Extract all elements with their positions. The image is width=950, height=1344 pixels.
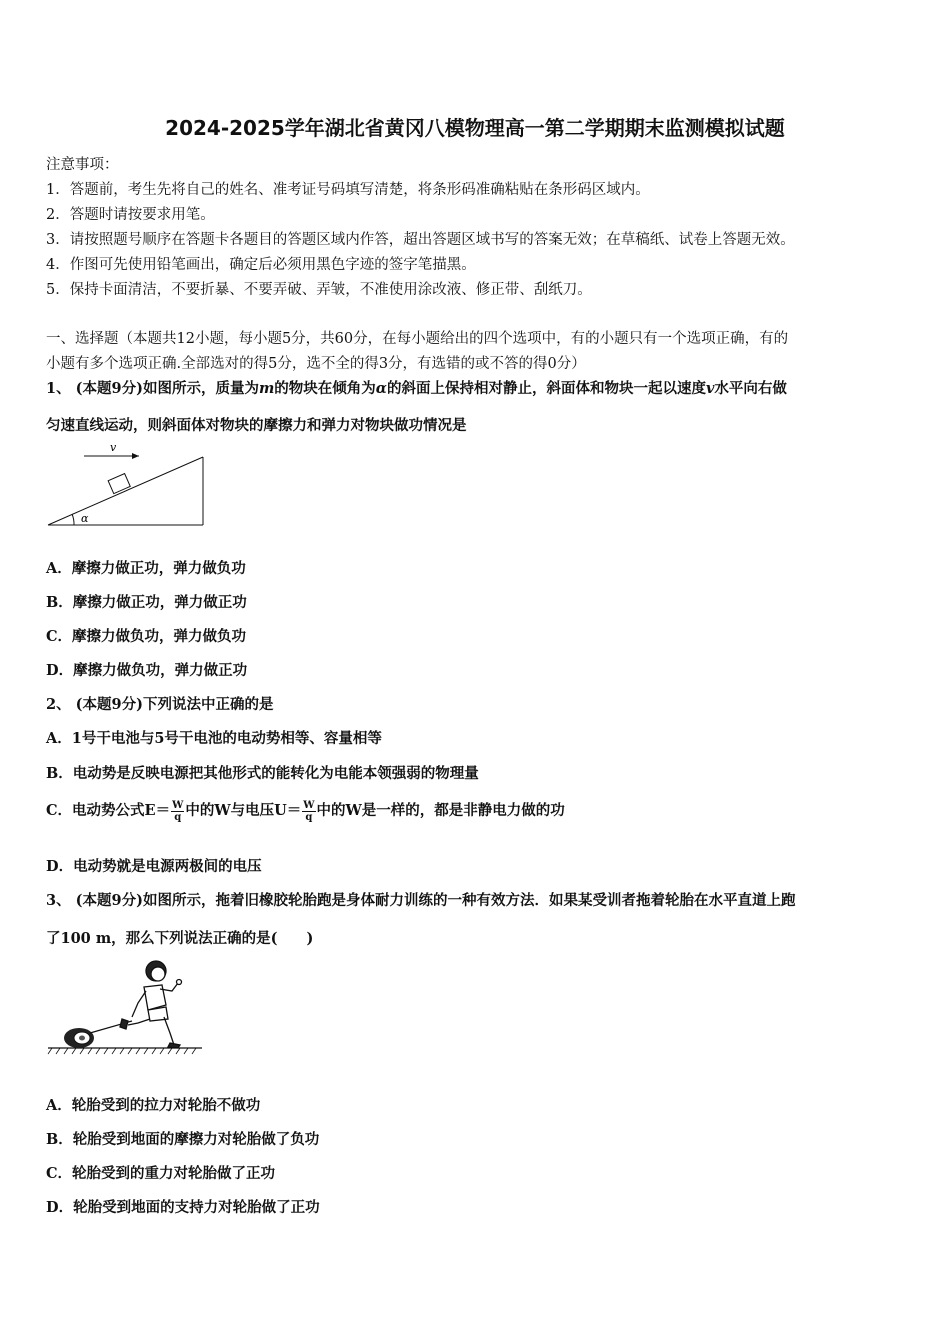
angle-label: α — [81, 512, 89, 525]
angle-arc — [72, 514, 74, 525]
runner-front-shoe — [168, 1043, 180, 1048]
notice-heading: 注意事项： — [46, 157, 119, 173]
runner — [120, 961, 182, 1048]
incline-slope — [48, 457, 203, 525]
q2-option-b: B．电动势是反映电源把其他形式的能转化为电能本领强弱的物理量 — [46, 765, 479, 782]
velocity-label: v — [110, 441, 117, 454]
notice-item-3: 3．请按照题号顺序在答题卡各题目的答题区域内作答，超出答题区域书写的答案无效；在草稿纸、试卷上答题无效。 — [46, 232, 795, 248]
fraction-w-over-q: $\frac{W}{q}$ — [172, 799, 184, 823]
question-2-stem: 2、 (本题9分)下列说法中正确的是 — [46, 696, 274, 713]
q2-option-c: C．电动势公式E＝ $\frac{W}{q}$ 中的W与电压U＝ $\frac{W}{q}$ 中的W是一样的，都是非静电力做的功 — [46, 799, 565, 823]
runner-back-shoe — [120, 1019, 128, 1029]
q1-option-b: B．摩擦力做正功，弹力做正功 — [46, 594, 247, 611]
runner-face — [151, 967, 165, 981]
runner-shirt — [144, 985, 166, 1010]
section-intro-line-2: 小题有多个选项正确.全部选对的得5分，选不全的得3分，有选错的或不答的得0分） — [46, 356, 586, 372]
q3-option-b: B．轮胎受到地面的摩擦力对轮胎做了负功 — [46, 1131, 320, 1148]
fraction-w-over-q: $\frac{W}{q}$ — [303, 799, 315, 823]
question-1-stem-line-2: 匀速直线运动，则斜面体对物块的摩擦力和弹力对物块做功情况是 — [46, 417, 467, 434]
notice-item-4: 4．作图可先使用铅笔画出，确定后必须用黑色字迹的签字笔描黑。 — [46, 257, 476, 273]
q3-option-d: D．轮胎受到地面的支持力对轮胎做了正功 — [46, 1199, 320, 1216]
q2-option-d: D．电动势就是电源两极间的电压 — [46, 858, 262, 875]
q2-option-a: A．1号干电池与5号干电池的电动势相等、容量相等 — [46, 730, 382, 747]
tire-runner-figure — [46, 955, 206, 1060]
notice-item-5: 5．保持卡面清洁，不要折暴、不要弄破、弄皱，不准使用涂改液、修正带、刮纸刀。 — [46, 282, 592, 298]
q3-option-a: A．轮胎受到的拉力对轮胎不做功 — [46, 1097, 261, 1114]
runner-front-hand — [177, 980, 182, 985]
q3-option-c: C．轮胎受到的重力对轮胎做了正功 — [46, 1165, 276, 1182]
q1-option-d: D．摩擦力做负功，弹力做正功 — [46, 662, 248, 679]
question-3-stem: 3、 (本题9分)如图所示，拖着旧橡胶轮胎跑是身体耐力训练的一种有效方法．如果某受训者拖着轮胎在水平直道上跑 — [46, 892, 796, 909]
velocity-arrowhead — [132, 453, 139, 459]
ground-hatching — [48, 1048, 196, 1054]
runner-front-leg — [164, 1017, 174, 1045]
question-3-stem-line-2: 了100 m，那么下列说法正确的是( ) — [46, 930, 314, 947]
notice-item-2: 2．答题时请按要求用笔。 — [46, 207, 215, 223]
question-1-stem: 1、 (本题9分)如图所示，质量为m的物块在倾角为α的斜面上保持相对静止，斜面体和物块一起以速度v水平向右做 — [46, 380, 787, 397]
incline-figure — [44, 440, 214, 532]
section-intro-line-1: 一、选择题（本题共12小题，每小题5分，共60分，在每小题给出的四个选项中，有的小题只有一个选项正确，有的 — [46, 331, 789, 347]
tire-hub — [79, 1036, 85, 1041]
runner-back-arm — [132, 991, 146, 1017]
runner-back-leg — [128, 1019, 150, 1025]
notice-item-1: 1．答题前，考生先将自己的姓名、准考证号码填写清楚，将条形码准确粘贴在条形码区域内。 — [46, 182, 650, 198]
q1-option-c: C．摩擦力做负功，弹力做负功 — [46, 628, 247, 645]
page-title: 2024-2025学年湖北省黄冈八模物理高一第二学期期末监测模拟试题 — [165, 116, 785, 140]
q1-option-a: A．摩擦力做正功，弹力做负功 — [46, 560, 246, 577]
